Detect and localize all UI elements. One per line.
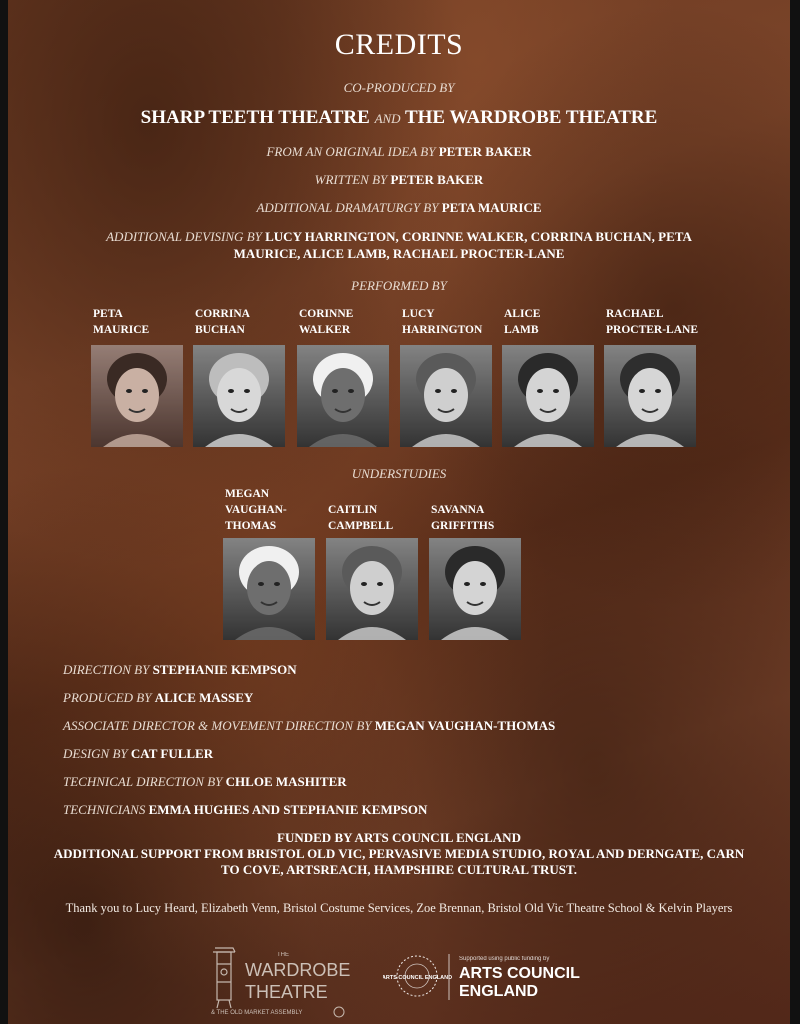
performer-photo bbox=[193, 345, 285, 447]
understudy-name-line1: MEGAN bbox=[225, 488, 270, 500]
logo-small-text: THE bbox=[277, 952, 289, 958]
understudy-name-line2: CAMPBELL bbox=[328, 520, 394, 532]
performer-photo bbox=[400, 345, 492, 447]
understudies-label: UNDERSTUDIES bbox=[351, 466, 447, 481]
logo-line2: THEATRE bbox=[245, 982, 328, 1002]
performer-name bbox=[402, 306, 482, 338]
portrait-icon bbox=[223, 538, 315, 640]
portrait-icon bbox=[297, 345, 389, 447]
performer-name-line1: RACHAEL bbox=[606, 308, 664, 320]
arts-council-logo bbox=[383, 948, 603, 1008]
performer-photo bbox=[604, 345, 696, 447]
performer-name-line2: PROCTER-LANE bbox=[606, 324, 699, 336]
producer-2: THE WARDROBE THEATRE bbox=[404, 107, 658, 128]
performer-photo bbox=[502, 345, 594, 447]
credit-name: PETA MAURICE bbox=[441, 200, 542, 215]
credit-label: PRODUCED BY bbox=[63, 690, 152, 705]
credit-name: ALICE MASSEY bbox=[154, 690, 254, 705]
performer-photo bbox=[91, 345, 183, 447]
crew-credit bbox=[63, 774, 347, 790]
crew-credit bbox=[63, 718, 555, 734]
portrait-icon bbox=[429, 538, 521, 640]
crew-credit bbox=[63, 690, 253, 706]
understudy-name-line1: SAVANNA bbox=[431, 504, 485, 516]
logo-line1: WARDROBE bbox=[245, 960, 351, 980]
performer-name-line1: LUCY bbox=[402, 308, 435, 320]
credit-label: TECHNICIANS bbox=[63, 802, 146, 817]
performer-name-line2: LAMB bbox=[504, 324, 539, 336]
understudy-name-line3: THOMAS bbox=[225, 520, 277, 532]
understudy-photo bbox=[326, 538, 418, 640]
devising-credit bbox=[88, 228, 710, 262]
credits-page bbox=[8, 0, 790, 1024]
portrait-icon bbox=[193, 345, 285, 447]
producers-line bbox=[8, 107, 790, 129]
crew-credit bbox=[63, 746, 213, 762]
credit-name: PETER BAKER bbox=[438, 144, 532, 159]
wardrobe-theatre-logo bbox=[203, 942, 363, 1022]
thanks-line: Thank you to Lucy Heard, Elizabeth Venn, Bristol Costume Services, Zoe Brennan, Bristol Old Vic Theatre School & Kelvin Players bbox=[65, 901, 733, 915]
credit-label: ADDITIONAL DEVISING BY bbox=[106, 229, 262, 244]
funding-block bbox=[48, 830, 750, 878]
crew-credit bbox=[63, 662, 297, 678]
performer-name bbox=[504, 306, 540, 338]
credit-label: FROM AN ORIGINAL IDEA BY bbox=[266, 144, 436, 159]
funded-line: FUNDED BY ARTS COUNCIL ENGLAND bbox=[277, 830, 521, 845]
portrait-icon bbox=[91, 345, 183, 447]
understudy-name-line2: GRIFFITHS bbox=[431, 520, 495, 532]
performer-name bbox=[606, 306, 698, 338]
credit-label: ASSOCIATE DIRECTOR & MOVEMENT DIRECTION BY bbox=[63, 718, 372, 733]
arts-council-logo-icon bbox=[383, 948, 603, 1008]
original-idea-credit bbox=[8, 144, 790, 160]
logo-line1: ARTS COUNCIL bbox=[459, 965, 580, 982]
performer-name-line2: HARRINGTON bbox=[402, 324, 483, 336]
crew-credit bbox=[63, 802, 427, 818]
wardrobe-logo-icon bbox=[203, 942, 363, 1022]
credit-name: MEGAN VAUGHAN-THOMAS bbox=[374, 718, 556, 733]
logo-ring-text: ARTS COUNCIL ENGLAND bbox=[383, 975, 453, 981]
credit-name: CHLOE MASHITER bbox=[225, 774, 347, 789]
logo-sub: & THE OLD MARKET ASSEMBLY bbox=[211, 1010, 303, 1016]
understudy-name-line1: CAITLIN bbox=[328, 504, 378, 516]
credit-label: TECHNICAL DIRECTION BY bbox=[63, 774, 223, 789]
written-credit bbox=[8, 172, 790, 188]
performer-photo bbox=[297, 345, 389, 447]
portrait-icon bbox=[502, 345, 594, 447]
portrait-icon bbox=[400, 345, 492, 447]
logo-line2: ENGLAND bbox=[459, 983, 539, 1000]
co-produced-label: CO-PRODUCED BY bbox=[343, 80, 455, 95]
dramaturgy-credit bbox=[8, 200, 790, 216]
understudy-photo bbox=[429, 538, 521, 640]
performer-name-line1: ALICE bbox=[504, 308, 541, 320]
portrait-icon bbox=[604, 345, 696, 447]
performer-name-line2: MAURICE bbox=[93, 324, 150, 336]
credit-label: DIRECTION BY bbox=[63, 662, 150, 677]
credit-label: ADDITIONAL DRAMATURGY BY bbox=[256, 200, 439, 215]
understudy-name-line2: VAUGHAN- bbox=[225, 504, 287, 516]
understudy-name bbox=[225, 486, 287, 534]
producer-1: SHARP TEETH THEATRE bbox=[140, 107, 370, 128]
understudy-name bbox=[431, 502, 494, 534]
portrait-icon bbox=[326, 538, 418, 640]
credit-name: PETER BAKER bbox=[390, 172, 484, 187]
credit-name: EMMA HUGHES AND STEPHANIE KEMPSON bbox=[148, 802, 428, 817]
performer-name bbox=[93, 306, 149, 338]
logo-small-text: Supported using public funding by bbox=[459, 956, 550, 962]
performer-name-line1: CORINNE bbox=[299, 308, 354, 320]
performer-name-line2: BUCHAN bbox=[195, 324, 245, 336]
credit-name: STEPHANIE KEMPSON bbox=[152, 662, 297, 677]
credit-label: WRITTEN BY bbox=[314, 172, 388, 187]
performed-by-label: PERFORMED BY bbox=[351, 278, 447, 293]
page-title: CREDITS bbox=[334, 28, 464, 61]
credit-name: LUCY HARRINGTON, CORINNE WALKER, CORRINA BUCHAN, PETA MAURICE, ALICE LAMB, RACHAEL PROCTER-LANE bbox=[233, 229, 692, 261]
credit-label: DESIGN BY bbox=[63, 746, 128, 761]
and-label: AND bbox=[374, 111, 401, 126]
performer-name-line1: PETA bbox=[93, 308, 123, 320]
understudy-name bbox=[328, 502, 393, 534]
credit-name: CAT FULLER bbox=[130, 746, 214, 761]
performer-name bbox=[299, 306, 353, 338]
performer-name bbox=[195, 306, 250, 338]
performer-name-line1: CORRINA bbox=[195, 308, 250, 320]
performer-name-line2: WALKER bbox=[299, 324, 351, 336]
understudy-photo bbox=[223, 538, 315, 640]
support-line: ADDITIONAL SUPPORT FROM BRISTOL OLD VIC, PERVASIVE MEDIA STUDIO, ROYAL AND DERNGATE, CARN TO COVE, ARTSREACH, HAMPSHIRE CULTURAL TRUST. bbox=[53, 846, 745, 877]
